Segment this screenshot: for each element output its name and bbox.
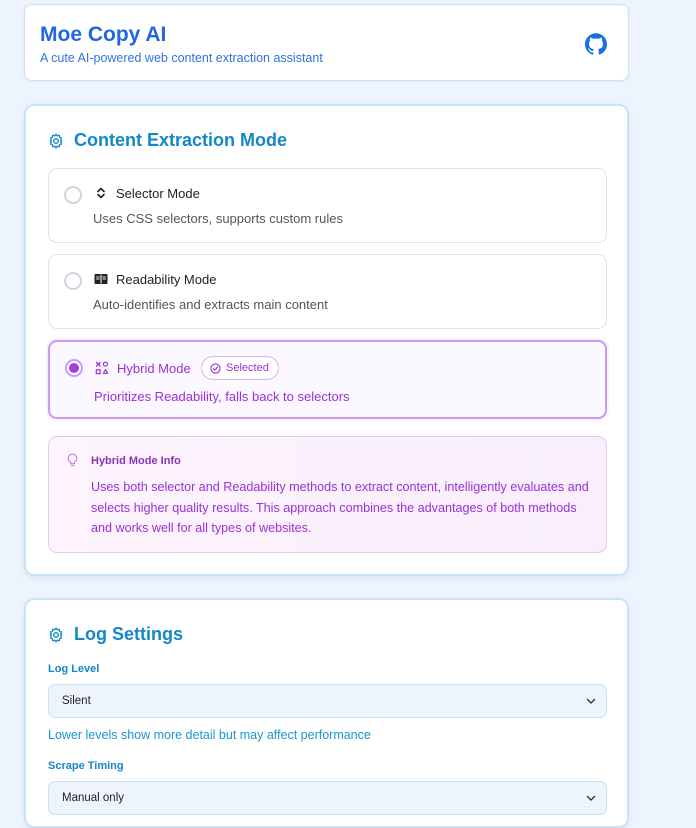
log-settings-card [24,598,629,828]
log-level-value: Silent [62,695,91,707]
selector-sort-icon [94,186,108,200]
log-level-label: Log Level [48,663,100,675]
selector-mode-option[interactable] [48,168,607,243]
chevron-down-icon [586,794,596,802]
hybrid-icon [95,361,109,375]
selected-badge [201,356,279,380]
log-level-hint: Lower levels show more detail but may affect performance [48,728,371,742]
extraction-mode-title: Content Extraction Mode [74,130,288,150]
chevron-down-icon [586,697,596,705]
gear-icon [48,627,64,643]
extraction-mode-heading [48,130,287,151]
github-icon[interactable] [585,33,607,55]
extraction-mode-card [24,104,629,576]
log-settings-title: Log Settings [74,624,183,644]
scrape-timing-label: Scrape Timing [48,760,124,772]
info-title: Hybrid Mode Info [91,455,181,467]
log-level-select[interactable] [48,684,607,718]
hybrid-mode-description: Prioritizes Readability, falls back to selectors [94,389,350,404]
book-icon [94,272,108,286]
app-title: Moe Copy AI [40,23,167,46]
hybrid-mode-info-box [48,436,607,553]
hybrid-mode-radio[interactable] [65,359,83,377]
scrape-timing-value: Manual only [62,792,125,804]
log-settings-heading [48,624,183,645]
app-subtitle: A cute AI-powered web content extraction assistant [40,51,323,65]
readability-mode-description: Auto-identifies and extracts main content [93,297,328,312]
selected-badge-label: Selected [226,362,269,374]
header-card [24,4,629,81]
check-circle-icon [210,363,221,374]
selector-mode-description: Uses CSS selectors, supports custom rules [93,211,343,226]
selector-mode-name: Selector Mode [116,186,200,201]
gear-icon [48,133,64,149]
hybrid-mode-option[interactable] [48,340,607,419]
scrape-timing-select[interactable] [48,781,607,815]
selector-mode-radio[interactable] [64,186,82,204]
readability-mode-name: Readability Mode [116,272,217,287]
lightbulb-icon [66,453,79,468]
info-text: Uses both selector and Readability methods to extract content, intelligently evaluates and selects higher quality results. This approach combines the advantages of both methods and works well for all types of websites. [91,480,589,535]
readability-mode-option[interactable] [48,254,607,329]
readability-mode-radio[interactable] [64,272,82,290]
hybrid-mode-name: Hybrid Mode [117,361,191,376]
